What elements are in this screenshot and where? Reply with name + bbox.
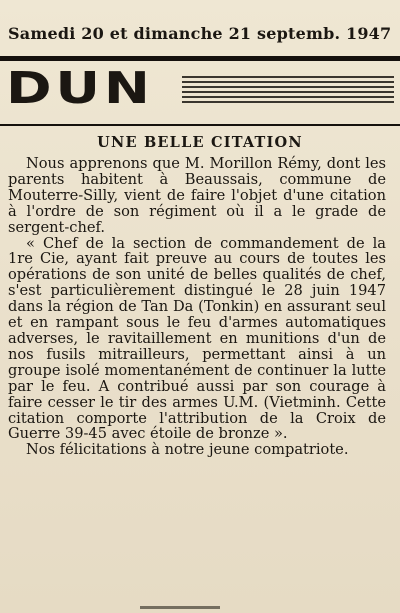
- masthead-hatch-decoration: [182, 76, 394, 104]
- article-paragraph: Nous apprenons que M. Morillon Rémy, dont les parents habitent à Beaussais, commune de Mouterre-Silly, vient de faire l'objet d'une citation à l'ordre de son régiment où il a le grade de sergent-chef.: [8, 155, 386, 236]
- masthead-title: DUN: [6, 63, 154, 114]
- article-body: [8, 156, 386, 458]
- masthead-rule: [0, 124, 400, 126]
- article-headline: UNE BELLE CITATION: [97, 134, 303, 151]
- bottom-rule: [140, 606, 220, 609]
- article-paragraph: « Chef de la section de commandement de la 1re Cie, ayant fait preuve au cours de toutes les opérations de son unité de belles qualités de chef, s'est particulièrement distingué le 28 juin 1947 dans la région de Tan Da (Tonkin) en assurant seul et en rampant sous le feu d'armes automatiques adverses, le ravitaillement en munitions d'un de nos fusils mitrailleurs, permettant ainsi à un groupe isolé momentanément de continuer la lutte par le feu. A contribué aussi par son courage à faire cesser le tir des armes U.M. (Vietminh. Cette citation comporte l'attribution de la Croix de Guerre 39-45 avec étoile de bronze ».: [8, 234, 386, 443]
- top-rule: [0, 56, 400, 61]
- article-paragraph: Nos félicitations à notre jeune compatriote.: [26, 441, 349, 459]
- dateline: Samedi 20 et dimanche 21 septemb. 1947: [8, 24, 392, 43]
- masthead: [4, 64, 396, 122]
